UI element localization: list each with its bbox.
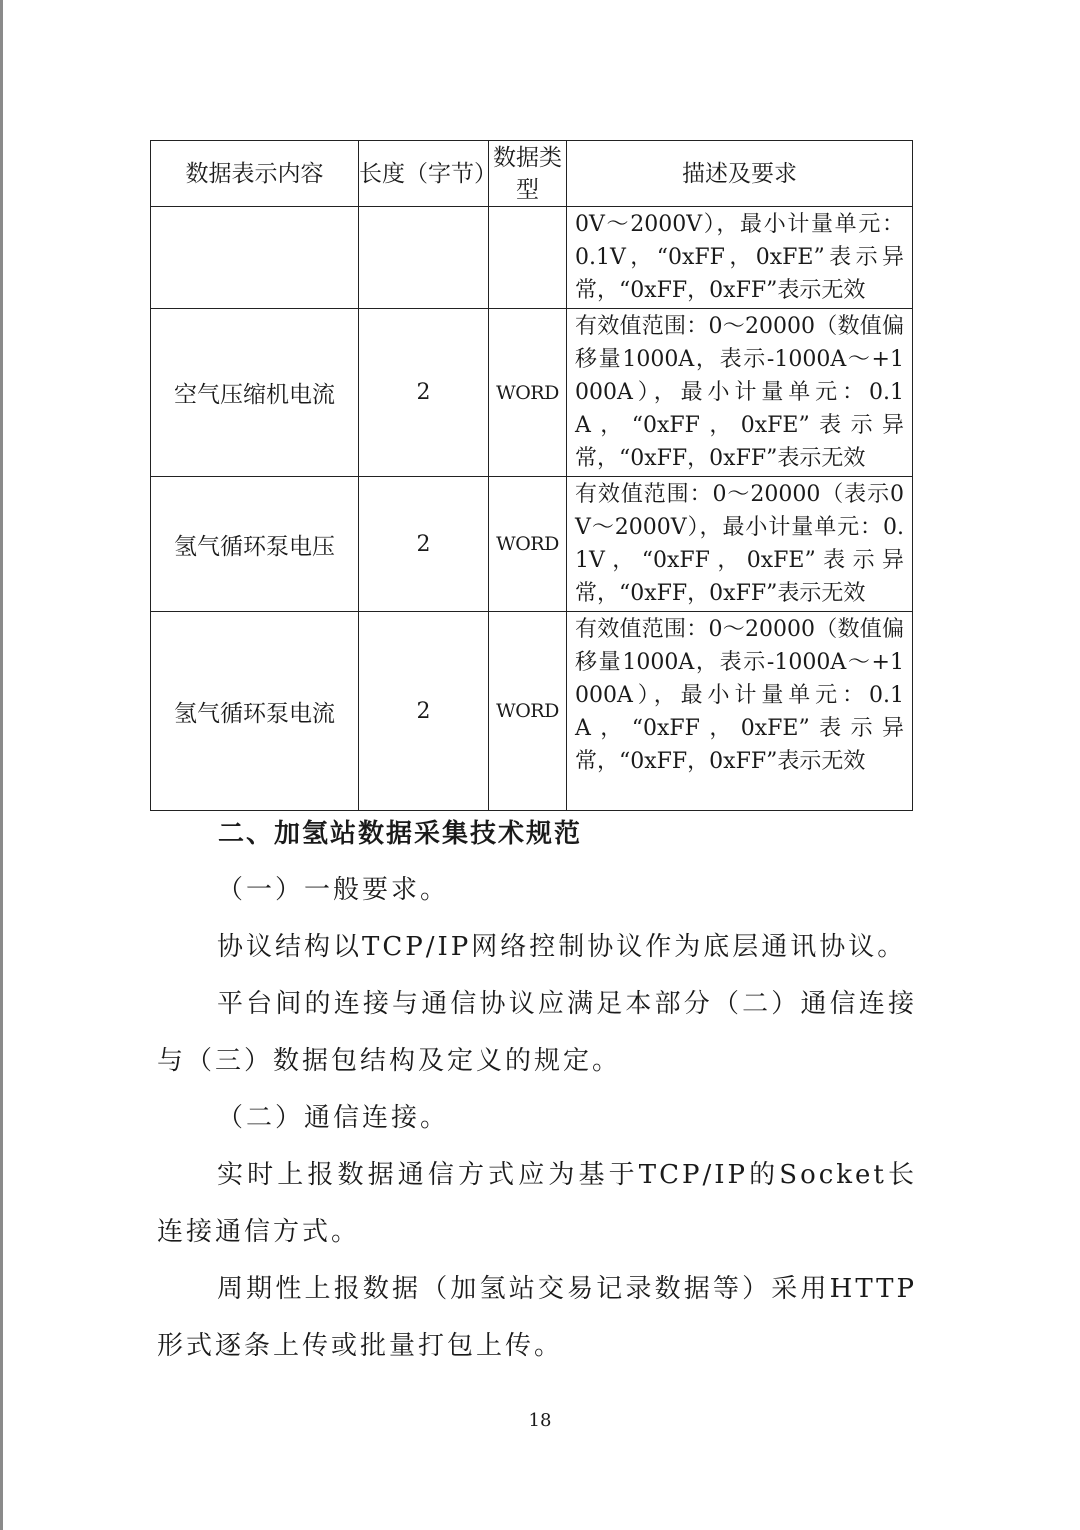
paragraph-platform-connection: 平台间的连接与通信协议应满足本部分（二）通信连接与（三）数据包结构及定义的规定。 xyxy=(157,989,917,1076)
subheading-communication-connection: （二）通信连接。 xyxy=(217,1103,450,1133)
header-length: 长度（字节） xyxy=(359,141,489,207)
cell-type: WORD xyxy=(489,612,567,811)
header-data-type: 数据类型 xyxy=(489,141,567,207)
cell-description: 有效值范围：0～20000（数值偏移量1000A，表示-1000A～+1000A），最小计量单元：0.1A，“0xFF，0xFE”表示异常，“0xFF，0xFF”表示无效 xyxy=(567,309,913,477)
table-row xyxy=(151,477,913,612)
cell-description: 0V～2000V），最小计量单元：0.1V，“0xFF，0xFE”表示异常，“0xFF，0xFF”表示无效 xyxy=(567,207,913,309)
cell-description: 有效值范围：0～20000（表示0V～2000V），最小计量单元：0.1V，“0xFF，0xFE”表示异常，“0xFF，0xFF”表示无效 xyxy=(567,477,913,612)
paragraph-periodic-reporting: 周期性上报数据（加氢站交易记录数据等）采用HTTP形式逐条上传或批量打包上传。 xyxy=(157,1274,917,1361)
cell-length: 2 xyxy=(359,612,489,811)
table-row xyxy=(151,612,913,811)
subheading-general-requirements: （一）一般要求。 xyxy=(217,875,450,905)
header-description: 描述及要求 xyxy=(567,141,913,207)
cell-description: 有效值范围：0～20000（数值偏移量1000A，表示-1000A～+1000A），最小计量单元：0.1A，“0xFF，0xFE”表示异常，“0xFF，0xFF”表示无效 xyxy=(567,612,913,811)
table-header-row xyxy=(151,141,913,207)
data-spec-table xyxy=(150,140,913,811)
cell-length: 2 xyxy=(359,477,489,612)
cell-type: WORD xyxy=(489,477,567,612)
table-row xyxy=(151,207,913,309)
cell-length xyxy=(359,207,489,309)
cell-type xyxy=(489,207,567,309)
paragraph-realtime-reporting: 实时上报数据通信方式应为基于TCP/IP的Socket长连接通信方式。 xyxy=(157,1160,917,1247)
cell-name: 氢气循环泵电流 xyxy=(151,612,359,811)
section-heading: 二、加氢站数据采集技术规范 xyxy=(218,819,583,849)
cell-name: 氢气循环泵电压 xyxy=(151,477,359,612)
scan-left-edge xyxy=(0,0,3,1530)
cell-length: 2 xyxy=(359,309,489,477)
header-data-content: 数据表示内容 xyxy=(151,141,359,207)
cell-name: 空气压缩机电流 xyxy=(151,309,359,477)
table-row xyxy=(151,309,913,477)
paragraph-protocol-structure: 协议结构以TCP/IP网络控制协议作为底层通讯协议。 xyxy=(217,932,907,962)
cell-name xyxy=(151,207,359,309)
cell-type: WORD xyxy=(489,309,567,477)
page-number: 18 xyxy=(528,1410,552,1431)
